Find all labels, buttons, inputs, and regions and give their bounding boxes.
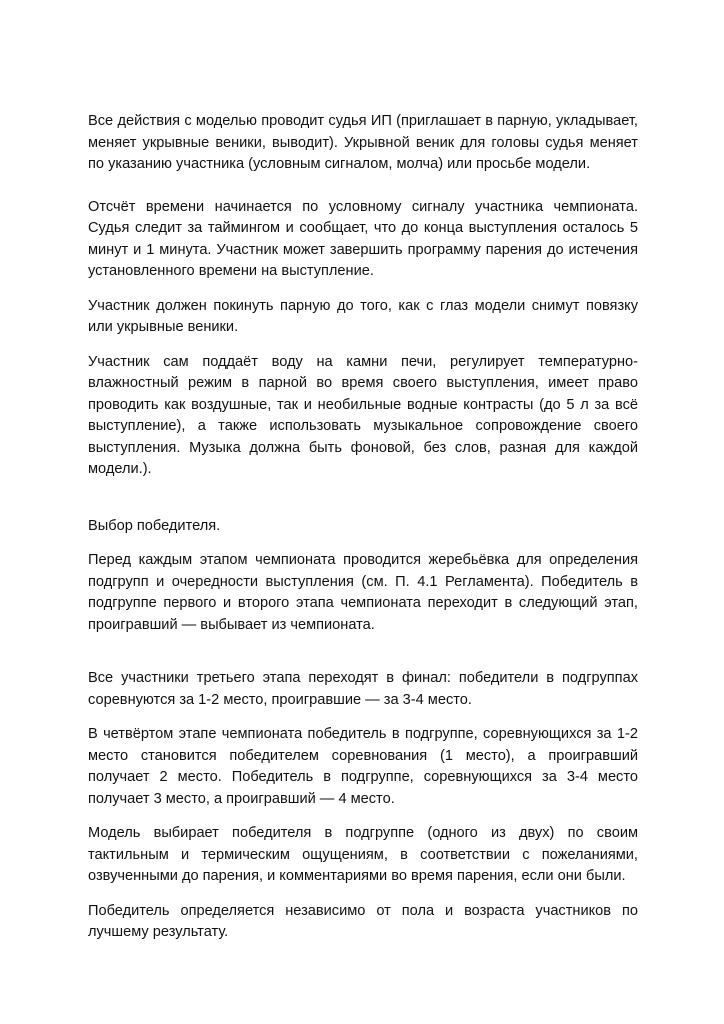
paragraph-time-count: Отсчёт времени начинается по условному сигналу участника чемпионата. Судья следит за таймингом и сообщает, что до конца выступления осталось 5 минут и 1 минута. Участник может завершить программу парения до истечения установленного времени на выступление. (88, 198, 638, 279)
paragraph-leave-room: Участник должен покинуть парную до того, как с глаз модели снимут повязку или укрывные веники. (88, 297, 638, 335)
paragraph-model-chooses: Модель выбирает победителя в подгруппе (одного из двух) по своим тактильным и термическим ощущениям, в соответствии с пожеланиями, озвученными до парения, и комментариями во время парения, если они были. (88, 825, 638, 884)
paragraph-water-and-music: Участник сам поддаёт воду на камни печи, регулирует температурно-влажностный режим в парной во время своего выступления, имеет право проводить как воздушные, так и необильные водные контрасты (до 5 л за всё выступление), а также использовать музыкальное сопровождение своего выступления. Музыка должна быть фоновой, без слов, разная для каждой модели.). (88, 353, 638, 477)
paragraph-winner-determination: Победитель определяется независимо от пола и возраста участников по лучшему результату. (88, 902, 638, 940)
paragraph-final-stage: Все участники третьего этапа переходят в финал: победители в подгруппах соревнуются за 1-2 место, проигравшие — за 3-4 место. (88, 670, 638, 708)
paragraph-judge-actions: Все действия с моделью проводит судья ИП (приглашает в парную, укладывает, меняет укрывные веники, выводит). Укрывной веник для головы судья меняет по указанию участника (условным сигналом, молча) или просьбе модели. (88, 113, 638, 172)
paragraph-fourth-stage: В четвёртом этапе чемпионата победитель в подгруппе, соревнующихся за 1-2 место становится победителем соревнования (1 место), а проигравший получает 2 место. Победитель в подгруппе, соревнующихся за 3-4 место получает 3 место, а проигравший — 4 место. (88, 726, 638, 807)
section-heading-winner-selection: Выбор победителя. (88, 517, 221, 534)
paragraph-draw-subgroups: Перед каждым этапом чемпионата проводится жеребьёвка для определения подгрупп и очередности выступления (см. П. 4.1 Регламента). Победитель в подгруппе первого и второго этапа чемпионата переходит в следующий этап, проигравший — выбывает из чемпионата. (88, 552, 638, 633)
document-page (88, 111, 638, 944)
